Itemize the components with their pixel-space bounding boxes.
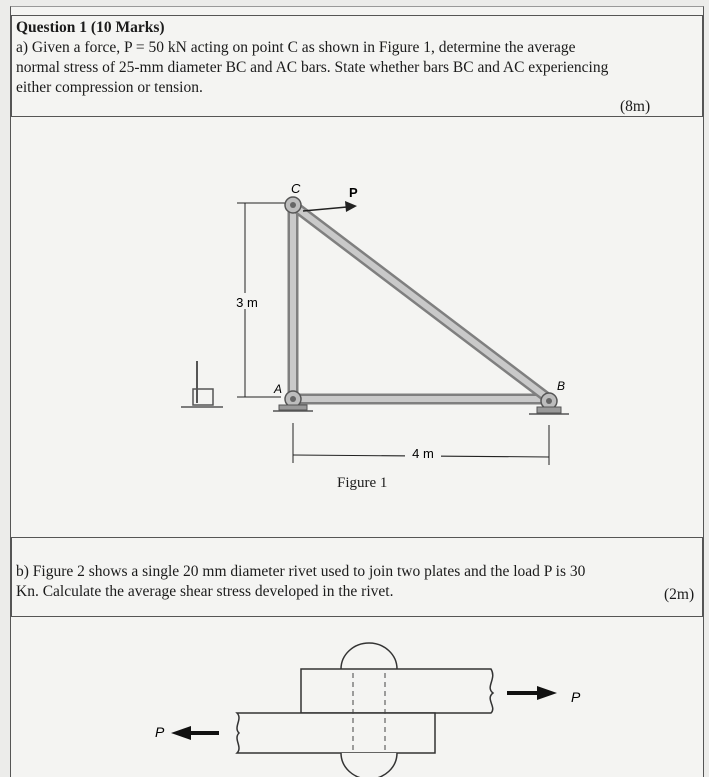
upper-plate xyxy=(301,669,493,713)
figure-1-caption: Figure 1 xyxy=(337,475,388,491)
load-arrow-left-head xyxy=(171,726,191,740)
part-a-line-2: normal stress of 25-mm diameter BC and AC bars. State whether bars BC and AC experiencing xyxy=(16,59,609,76)
force-p-arrowhead xyxy=(345,201,357,212)
part-b-line-2: Kn. Calculate the average shear stress developed in the rivet. xyxy=(16,583,394,600)
label-c: C xyxy=(291,181,301,196)
document-page xyxy=(10,6,704,777)
label-a: A xyxy=(274,382,283,396)
label-p-fig1: P xyxy=(349,185,358,200)
label-p-left: P xyxy=(155,724,165,740)
dim-vertical-label: 3 m xyxy=(236,295,258,310)
label-p-right: P xyxy=(571,689,581,705)
rivet-head-bottom xyxy=(341,753,397,777)
figure-2-rivet-joint xyxy=(11,627,703,777)
part-a-line-1: a) Given a force, P = 50 kN acting on point C as shown in Figure 1, determine the average xyxy=(16,39,576,56)
part-a-line-3: either compression or tension. xyxy=(16,79,203,96)
part-b-marks: (2m) xyxy=(664,586,695,603)
force-p-arrow-shaft xyxy=(303,207,347,211)
support-b-center xyxy=(546,398,552,404)
lower-plate xyxy=(237,713,435,753)
label-b: B xyxy=(557,379,566,393)
support-a-center xyxy=(290,396,296,402)
question-title: Question 1 (10 Marks) xyxy=(16,19,165,36)
support-b-base xyxy=(537,407,561,413)
support-a-base xyxy=(279,405,307,410)
rivet-head-top xyxy=(341,643,397,669)
part-b-line-1: b) Figure 2 shows a single 20 mm diameter rivet used to join two plates and the load P is 30 xyxy=(16,563,586,580)
part-a-marks: (8m) xyxy=(620,98,651,115)
figure-1-truss xyxy=(11,7,703,537)
bar-bc xyxy=(293,205,549,399)
load-arrow-right-head xyxy=(537,686,557,700)
dim-horizontal-label: 4 m xyxy=(412,446,434,461)
joint-c-center xyxy=(290,202,296,208)
question-1-part-b-box xyxy=(11,537,703,617)
